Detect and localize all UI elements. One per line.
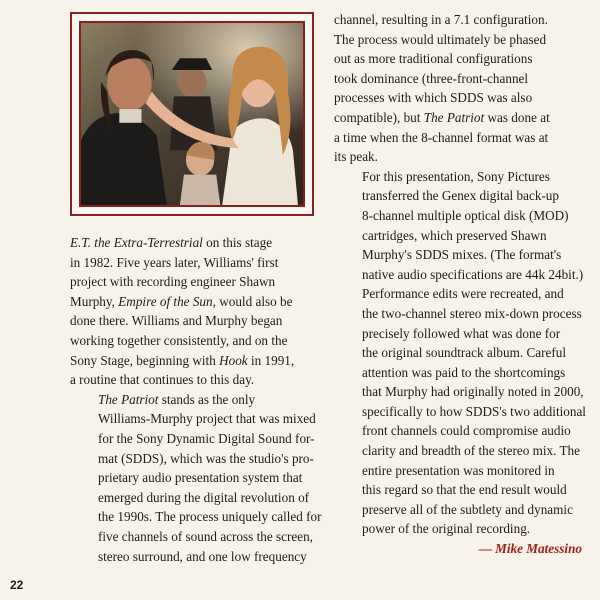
- italic-title: E.T. the Extra-Terrestrial: [70, 235, 203, 250]
- text-run: for the Sony Dynamic Digital Sound for-: [98, 430, 315, 446]
- italic-title: Hook: [219, 352, 248, 368]
- text-run: emerged during the digital revolution of: [98, 489, 310, 505]
- text-run: processes with which SDDS was also: [334, 90, 533, 106]
- text-line: [334, 421, 582, 441]
- right-paragraph-2: [334, 167, 586, 539]
- text-line: [70, 233, 322, 253]
- text-run: that Murphy had originally noted in 2000,: [362, 384, 584, 400]
- text-run: power of the original recording.: [362, 521, 531, 537]
- text-run: cartridges, which preserved Shawn: [362, 227, 547, 243]
- page-number: 22: [10, 578, 24, 592]
- italic-title: The Patriot: [98, 391, 159, 407]
- text-line: [70, 488, 322, 508]
- right-paragraph-1: [334, 10, 582, 167]
- text-run: The process would ultimately be phased: [334, 31, 547, 47]
- text-run: the original soundtrack album. Careful: [362, 345, 566, 361]
- text-line: [70, 351, 322, 371]
- text-line: [334, 441, 582, 461]
- text-run: prietary audio presentation system that: [98, 470, 303, 486]
- text-line: [70, 507, 322, 527]
- text-line: [334, 265, 582, 285]
- text-run: its peak.: [334, 149, 378, 165]
- text-run: native audio specifications are 44k 24bit.): [362, 266, 584, 282]
- film-still-image: [81, 23, 303, 205]
- text-line: [70, 449, 322, 469]
- text-run: the two-channel stereo mix-down process: [362, 305, 582, 321]
- text-line: [334, 167, 582, 187]
- text-run: stands as the only: [158, 391, 256, 407]
- text-run: was done at: [484, 109, 550, 125]
- text-line: [334, 382, 582, 402]
- text-run: working together consistently, and on the: [70, 332, 288, 348]
- text-run: the 1990s. The process uniquely called for: [98, 509, 322, 525]
- text-run: compatible), but: [334, 109, 424, 125]
- text-line: [334, 284, 582, 304]
- text-line: [334, 147, 582, 167]
- text-line: [334, 186, 582, 206]
- text-run: Performance edits were recreated, and: [362, 286, 564, 302]
- text-run: in 1991,: [247, 352, 295, 368]
- text-run: clarity and breadth of the stereo mix. The: [362, 443, 581, 459]
- text-line: [334, 206, 582, 226]
- text-line: [334, 324, 582, 344]
- film-still-photo: [79, 21, 305, 207]
- text-run: entire presentation was monitored in: [362, 462, 555, 478]
- text-run: preserve all of the subtlety and dynamic: [362, 501, 573, 517]
- text-run: stereo surround, and one low frequency: [98, 548, 307, 564]
- text-line: [334, 108, 582, 128]
- text-line: [334, 519, 582, 539]
- text-line: [334, 226, 582, 246]
- text-line: [70, 409, 322, 429]
- text-line: [334, 10, 582, 30]
- italic-title: The Patriot: [423, 109, 485, 125]
- text-run: specifically to how SDDS's two additional: [362, 403, 586, 419]
- text-line: [70, 390, 322, 410]
- text-run: channel, resulting in a 7.1 configuration.: [334, 12, 548, 27]
- text-run: attention was paid to the shortcomings: [362, 364, 566, 380]
- text-run: done there. Williams and Murphy began: [70, 313, 283, 329]
- text-line: [70, 429, 322, 449]
- text-line: [70, 370, 322, 390]
- text-line: [334, 88, 582, 108]
- text-line: [334, 461, 582, 481]
- text-run: a routine that continues to this day.: [70, 372, 255, 388]
- left-paragraph-2: [70, 390, 322, 566]
- text-run: Williams-Murphy project that was mixed: [98, 411, 316, 427]
- text-run: front channels could compromise audio: [362, 423, 571, 439]
- text-run: For this presentation, Sony Pictures: [362, 168, 550, 184]
- text-run: this regard so that the end result would: [362, 482, 567, 498]
- text-line: [70, 527, 322, 547]
- author-signature: — Mike Matessino: [478, 541, 582, 557]
- text-run: transferred the Genex digital back-up: [362, 188, 559, 204]
- text-line: [70, 547, 322, 567]
- text-line: [334, 500, 582, 520]
- text-run: in 1982. Five years later, Williams' first: [70, 254, 279, 270]
- text-line: [70, 311, 322, 331]
- text-line: [334, 128, 582, 148]
- text-line: [334, 402, 586, 422]
- text-line: [334, 30, 582, 50]
- text-run: on this stage: [202, 235, 273, 250]
- text-line: [334, 245, 582, 265]
- text-line: [334, 480, 582, 500]
- text-run: out as more traditional configurations: [334, 51, 533, 67]
- left-column: [70, 233, 322, 566]
- italic-title: Empire of the Sun: [118, 293, 213, 309]
- text-line: [70, 272, 322, 292]
- text-run: five channels of sound across the screen,: [98, 528, 313, 544]
- text-line: [70, 331, 322, 351]
- right-column: [334, 10, 586, 559]
- text-run: Sony Stage, beginning with: [70, 352, 220, 368]
- text-line: [334, 69, 582, 89]
- text-run: mat (SDDS), which was the studio's pro-: [98, 450, 314, 466]
- text-line: [70, 468, 322, 488]
- text-line: [70, 253, 322, 273]
- text-run: a time when the 8-channel format was at: [334, 129, 549, 145]
- text-run: Murphy,: [70, 293, 119, 309]
- text-line: [334, 304, 582, 324]
- text-run: Murphy's SDDS mixes. (The format's: [362, 247, 562, 263]
- text-line: [334, 363, 582, 383]
- text-run: , would also be: [212, 293, 293, 309]
- text-line: [70, 292, 322, 312]
- photo-frame: [70, 12, 314, 216]
- text-run: took dominance (three-front-channel: [334, 70, 529, 86]
- text-run: project with recording engineer Shawn: [70, 274, 276, 290]
- left-paragraph-1: [70, 233, 322, 390]
- text-line: [334, 49, 582, 69]
- text-line: [334, 343, 582, 363]
- text-run: precisely followed what was done for: [362, 325, 561, 341]
- text-run: 8-channel multiple optical disk (MOD): [362, 207, 569, 223]
